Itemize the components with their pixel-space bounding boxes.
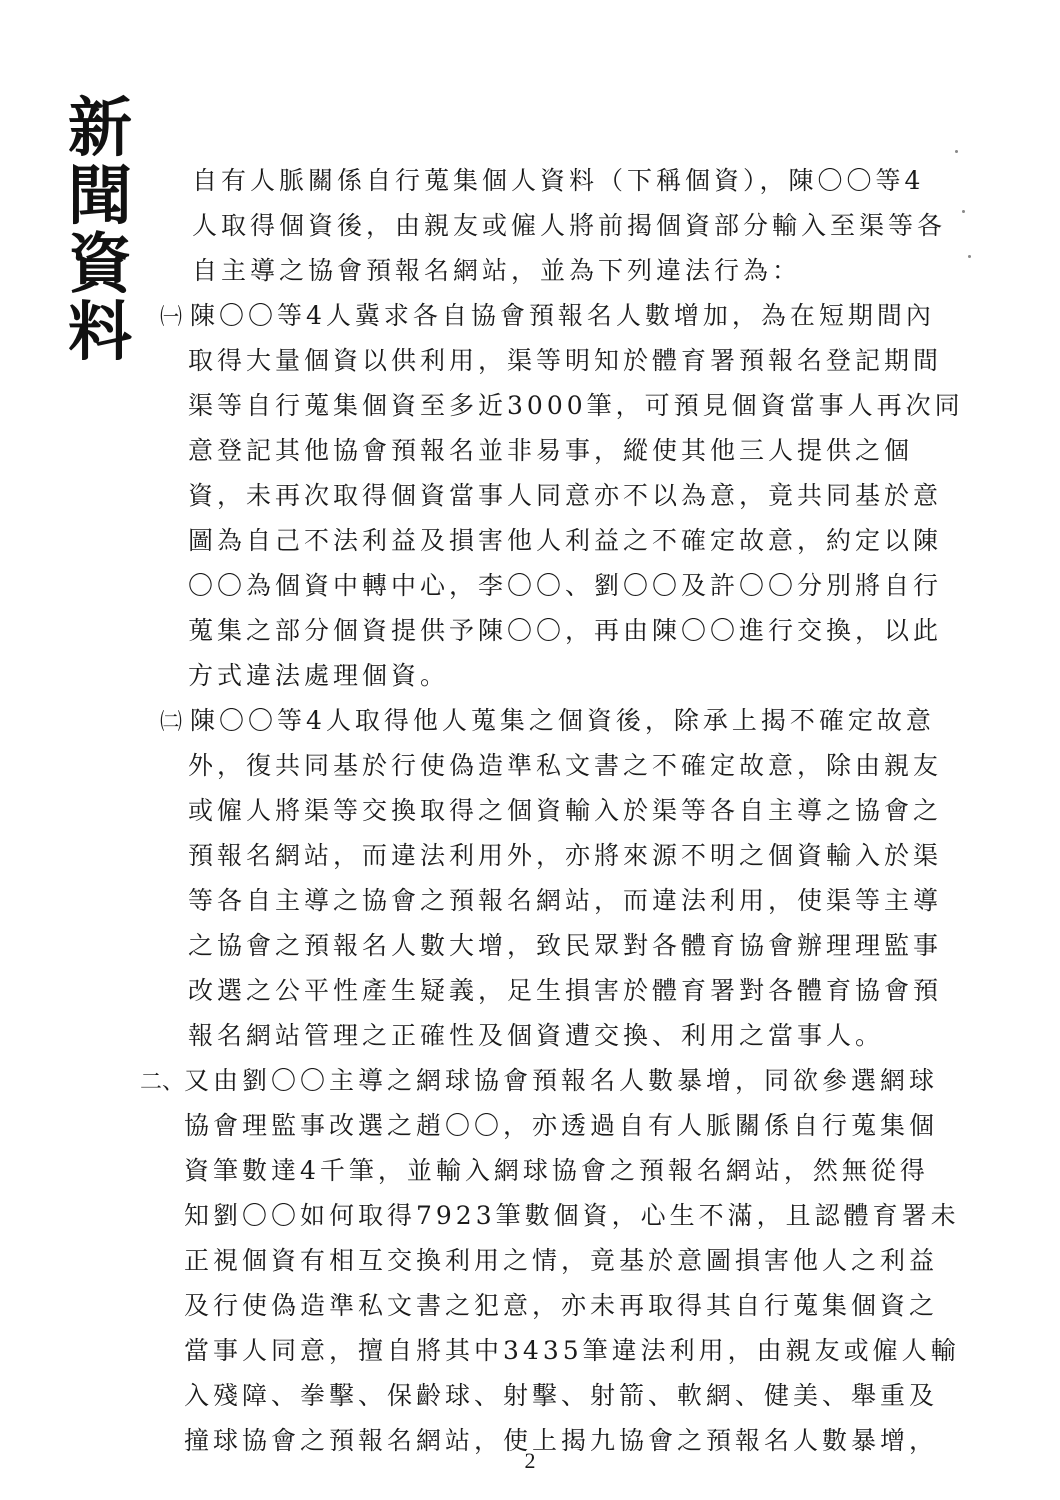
scan-speck xyxy=(968,255,971,258)
line-text: 正視個資有相互交換利用之情，竟基於意圖損害他人之利益 xyxy=(184,1246,939,1275)
line-text: 自主導之協會預報名網站，並為下列違法行為： xyxy=(192,256,802,285)
line-text: 自有人脈關係自行蒐集個人資料（下稱個資），陳〇〇等4 xyxy=(192,166,925,195)
line-text: 渠等自行蒐集個資至多近3000筆，可預見個資當事人再次同 xyxy=(188,391,964,420)
line-text: 又由劉〇〇主導之網球協會預報名人數暴增，同欲參選網球 xyxy=(184,1066,939,1095)
text-line xyxy=(140,518,950,563)
text-line xyxy=(140,563,950,608)
line-text: 資，未再次取得個資當事人同意亦不以為意，竟共同基於意 xyxy=(188,481,943,510)
list-marker: ㈡ xyxy=(160,710,183,735)
text-line xyxy=(140,1238,950,1283)
scan-speck xyxy=(955,150,958,153)
line-text: 圖為自己不法利益及損害他人利益之不確定故意，約定以陳 xyxy=(188,526,943,555)
text-line xyxy=(140,473,950,518)
banner-char: 聞 xyxy=(68,159,132,234)
line-text: 協會理監事改選之趙〇〇，亦透過自有人脈關係自行蒐集個 xyxy=(184,1111,939,1140)
text-line xyxy=(140,1283,950,1328)
banner-char: 料 xyxy=(68,295,132,370)
banner-char: 新 xyxy=(68,91,132,166)
document-body xyxy=(140,158,964,1463)
text-line xyxy=(140,1193,960,1238)
line-text: 入殘障、拳擊、保齡球、射擊、射箭、軟網、健美、舉重及 xyxy=(184,1381,939,1410)
text-line xyxy=(140,1148,950,1193)
line-text: 撞球協會之預報名網站，使上揭九協會之預報名人數暴增， xyxy=(184,1426,939,1455)
line-text: 資筆數達4千筆，並輸入網球協會之預報名網站，然無從得 xyxy=(184,1156,929,1185)
text-line xyxy=(140,743,950,788)
text-line xyxy=(140,923,950,968)
list-marker: ㈠ xyxy=(160,305,183,330)
text-line xyxy=(140,1373,950,1418)
text-line xyxy=(140,338,950,383)
line-text: 及行使偽造準私文書之犯意，亦未再取得其自行蒐集個資之 xyxy=(184,1291,939,1320)
news-material-banner xyxy=(60,91,140,370)
line-text: 當事人同意，擅自將其中3435筆違法利用，由親友或僱人輸 xyxy=(184,1336,960,1365)
text-line xyxy=(140,158,950,203)
line-text: 蒐集之部分個資提供予陳〇〇，再由陳〇〇進行交換，以此 xyxy=(188,616,943,645)
text-line xyxy=(140,428,950,473)
line-text: 取得大量個資以供利用，渠等明知於體育署預報名登記期間 xyxy=(188,346,943,375)
text-line xyxy=(140,293,950,338)
line-text: 預報名網站，而違法利用外，亦將來源不明之個資輸入於渠 xyxy=(188,841,943,870)
line-text: 改選之公平性產生疑義，足生損害於體育署對各體育協會預 xyxy=(188,976,943,1005)
text-line xyxy=(140,968,950,1013)
line-text: 報名網站管理之正確性及個資遭交換、利用之當事人。 xyxy=(188,1021,885,1050)
line-text: 之協會之預報名人數大增，致民眾對各體育協會辦理理監事 xyxy=(188,931,943,960)
line-text: 或僱人將渠等交換取得之個資輸入於渠等各自主導之協會之 xyxy=(188,796,943,825)
line-text: 人取得個資後，由親友或僱人將前揭個資部分輸入至渠等各 xyxy=(192,211,947,240)
line-text: 等各自主導之協會之預報名網站，而違法利用，使渠等主導 xyxy=(188,886,943,915)
line-text: 意登記其他協會預報名並非易事，縱使其他三人提供之個 xyxy=(188,436,914,465)
text-line xyxy=(140,203,950,248)
line-text: 知劉〇〇如何取得7923筆數個資，心生不滿，且認體育署未 xyxy=(184,1201,960,1230)
text-line xyxy=(140,788,950,833)
text-line xyxy=(140,1103,950,1148)
text-line xyxy=(140,653,950,698)
text-line xyxy=(140,698,950,743)
text-line xyxy=(140,608,950,653)
line-text: 〇〇為個資中轉中心，李〇〇、劉〇〇及許〇〇分別將自行 xyxy=(188,571,943,600)
text-line xyxy=(140,383,964,428)
line-text: 陳〇〇等4人冀求各自協會預報名人數增加，為在短期間內 xyxy=(190,301,935,330)
text-line xyxy=(140,1058,950,1103)
text-line xyxy=(140,248,950,293)
scan-speck xyxy=(962,210,965,213)
banner-char: 資 xyxy=(68,227,132,302)
text-line xyxy=(140,1013,950,1058)
text-line xyxy=(140,833,950,878)
list-marker: 二、 xyxy=(140,1070,185,1095)
text-line xyxy=(140,1328,960,1373)
line-text: 外，復共同基於行使偽造準私文書之不確定故意，除由親友 xyxy=(188,751,943,780)
line-text: 陳〇〇等4人取得他人蒐集之個資後，除承上揭不確定故意 xyxy=(190,706,935,735)
line-text: 方式違法處理個資。 xyxy=(188,661,450,690)
text-line xyxy=(140,878,950,923)
page-number: 2 xyxy=(524,1448,536,1473)
